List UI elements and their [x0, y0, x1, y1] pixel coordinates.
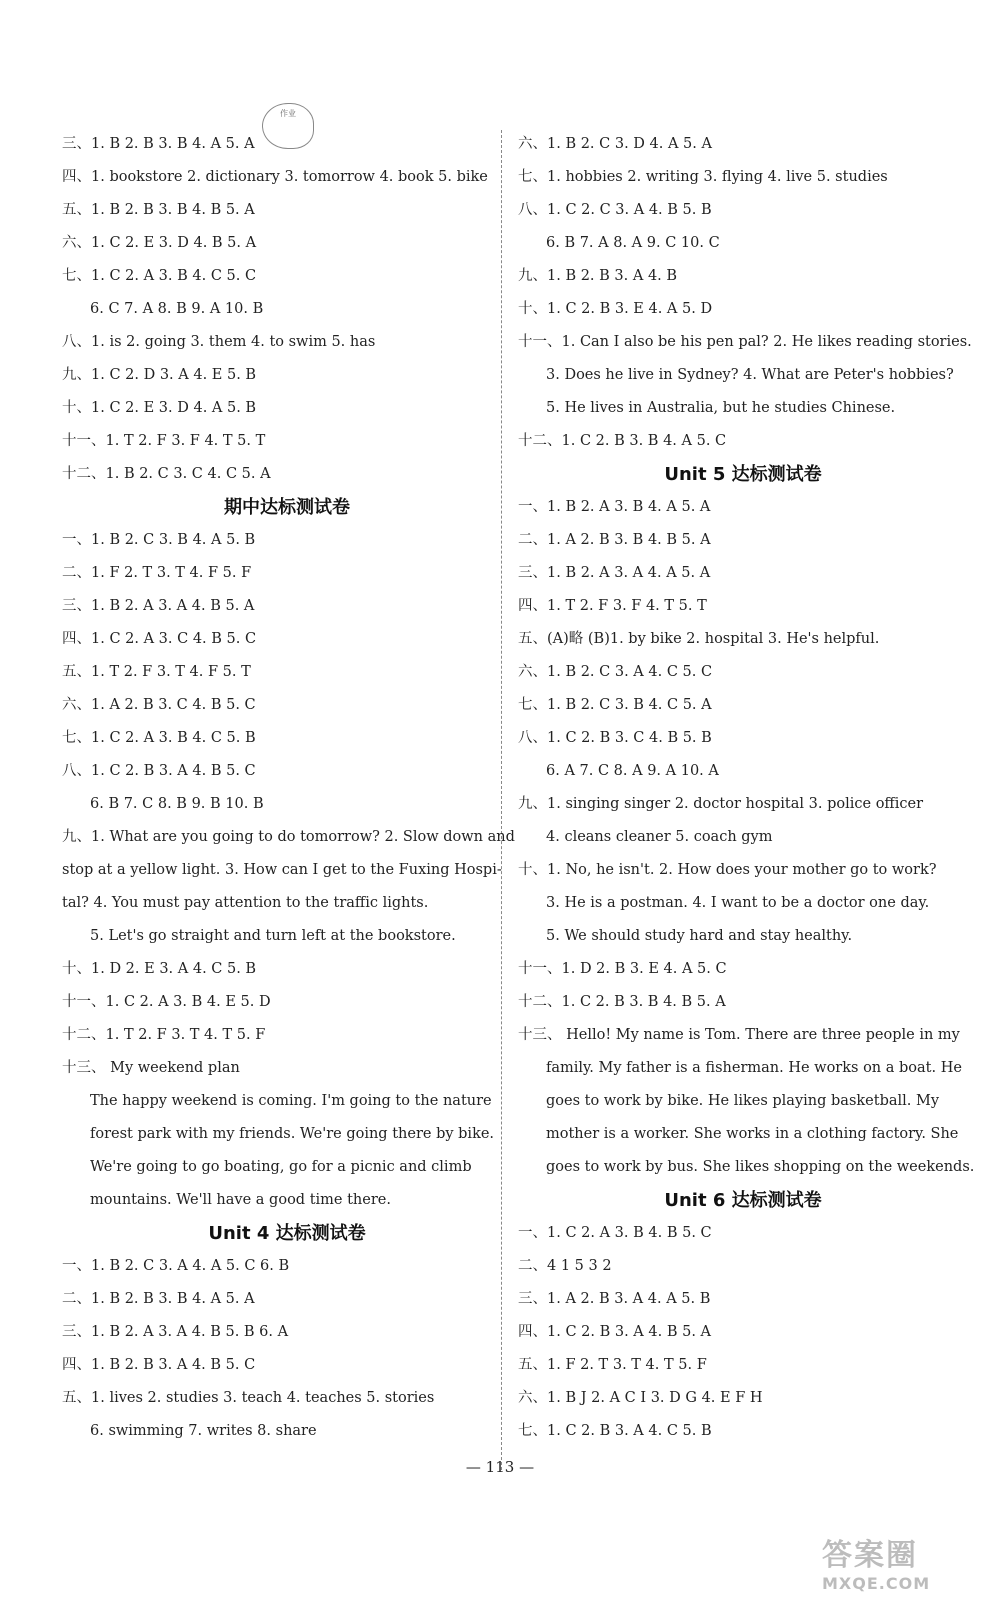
section-heading: Unit 5 达标测试卷: [664, 464, 822, 485]
answer-line: 二、4 1 5 3 2: [518, 1258, 612, 1274]
answer-line: 十二、1. C 2. B 3. B 4. A 5. C: [518, 433, 727, 449]
answer-line: 一、1. B 2. C 3. A 4. A 5. C 6. B: [62, 1258, 290, 1274]
section-heading: Unit 6 达标测试卷: [664, 1190, 822, 1211]
answer-line: 4. cleans cleaner 5. coach gym: [546, 829, 773, 845]
answer-line: 七、1. hobbies 2. writing 3. flying 4. live 5. studies: [518, 169, 888, 185]
answer-line: 十一、1. T 2. F 3. F 4. T 5. T: [62, 433, 266, 449]
answer-line: 三、1. B 2. A 3. A 4. A 5. A: [518, 565, 711, 581]
answer-line: tal? 4. You must pay attention to the traffic lights.: [62, 895, 429, 911]
answer-line: 六、1. B 2. C 3. D 4. A 5. A: [518, 136, 712, 152]
answer-line: 6. A 7. C 8. A 9. A 10. A: [546, 763, 719, 779]
answer-line: 九、1. C 2. D 3. A 4. E 5. B: [62, 367, 257, 383]
answer-line: 六、1. A 2. B 3. C 4. B 5. C: [62, 697, 256, 713]
answer-line: 一、1. B 2. A 3. B 4. A 5. A: [518, 499, 711, 515]
answer-line: 八、1. C 2. B 3. C 4. B 5. B: [518, 730, 712, 746]
answer-line: 三、1. B 2. A 3. A 4. B 5. A: [62, 598, 255, 614]
answer-line: 四、1. B 2. B 3. A 4. B 5. C: [62, 1357, 256, 1373]
section-heading: 期中达标测试卷: [224, 497, 350, 518]
page-number: — 113 —: [465, 1458, 535, 1476]
answer-line: 六、1. B 2. C 3. A 4. C 5. C: [518, 664, 713, 680]
answer-line: 四、1. C 2. A 3. C 4. B 5. C: [62, 631, 257, 647]
answer-line: 十、1. D 2. E 3. A 4. C 5. B: [62, 961, 257, 977]
answer-line: 七、1. C 2. A 3. B 4. C 5. B: [62, 730, 256, 746]
answer-line: 五、1. F 2. T 3. T 4. T 5. F: [518, 1357, 707, 1373]
answer-line: forest park with my friends. We're going there by bike.: [90, 1126, 495, 1142]
answer-line: 五、1. T 2. F 3. T 4. F 5. T: [62, 664, 251, 680]
answer-line: 六、1. B J 2. A C I 3. D G 4. E F H: [518, 1390, 763, 1406]
answer-line: The happy weekend is coming. I'm going to the nature: [90, 1093, 492, 1109]
answer-line: 十、1. No, he isn't. 2. How does your mother go to work?: [518, 862, 937, 878]
answer-line: 八、1. C 2. B 3. A 4. B 5. C: [62, 763, 256, 779]
answer-line: 6. B 7. A 8. A 9. C 10. C: [546, 235, 720, 251]
answer-line: 十、1. C 2. E 3. D 4. A 5. B: [62, 400, 257, 416]
answer-line: 五、(A)略 (B)1. by bike 2. hospital 3. He's helpful.: [518, 631, 880, 647]
answer-line: 5. We should study hard and stay healthy.: [546, 928, 853, 944]
answer-line: 十一、1. Can I also be his pen pal? 2. He likes reading stories.: [518, 334, 972, 350]
answer-line: 十二、1. C 2. B 3. B 4. B 5. A: [518, 994, 726, 1010]
watermark-logo: [822, 1530, 982, 1593]
answer-line: 三、1. A 2. B 3. A 4. A 5. B: [518, 1291, 711, 1307]
answer-line: 二、1. A 2. B 3. B 4. B 5. A: [518, 532, 711, 548]
answer-line: 八、1. is 2. going 3. them 4. to swim 5. has: [62, 334, 376, 350]
left-column: [62, 128, 515, 1448]
answer-line: stop at a yellow light. 3. How can I get to the Fuxing Hospi-: [62, 862, 502, 878]
answer-line: 十一、1. D 2. B 3. E 4. A 5. C: [518, 961, 727, 977]
answer-line: 五、1. lives 2. studies 3. teach 4. teaches 5. stories: [62, 1390, 435, 1406]
answer-line: 十二、1. B 2. C 3. C 4. C 5. A: [62, 466, 271, 482]
section-heading: Unit 4 达标测试卷: [208, 1223, 366, 1244]
answer-line: 四、1. T 2. F 3. F 4. T 5. T: [518, 598, 707, 614]
answer-line: 九、1. What are you going to do tomorrow? 2. Slow down and: [62, 829, 515, 845]
answer-line: goes to work by bike. He likes playing basketball. My: [546, 1093, 940, 1109]
answer-line: 十一、1. C 2. A 3. B 4. E 5. D: [62, 994, 271, 1010]
answer-line: 九、1. B 2. B 3. A 4. B: [518, 268, 678, 284]
answer-line: 十、1. C 2. B 3. E 4. A 5. D: [518, 301, 713, 317]
watermark-top: 答案圈: [822, 1538, 918, 1573]
stamp-logo: 作业: [262, 103, 314, 149]
answer-line: 四、1. C 2. B 3. A 4. B 5. A: [518, 1324, 712, 1340]
answer-line: 一、1. B 2. C 3. B 4. A 5. B: [62, 532, 256, 548]
answer-line: 十三、 Hello! My name is Tom. There are three people in my: [518, 1027, 960, 1043]
answer-line: 七、1. C 2. A 3. B 4. C 5. C: [62, 268, 257, 284]
answer-line: 七、1. B 2. C 3. B 4. C 5. A: [518, 697, 712, 713]
answer-line: 九、1. singing singer 2. doctor hospital 3. police officer: [518, 796, 923, 812]
right-column: [518, 128, 975, 1448]
answer-line: 5. Let's go straight and turn left at the bookstore.: [90, 928, 456, 944]
answer-line: 6. C 7. A 8. B 9. A 10. B: [90, 301, 264, 317]
answer-line: 五、1. B 2. B 3. B 4. B 5. A: [62, 202, 255, 218]
answer-line: 三、1. B 2. B 3. B 4. A 5. A: [62, 136, 255, 152]
answer-line: 十二、1. T 2. F 3. T 4. T 5. F: [62, 1027, 266, 1043]
answer-line: 十三、 My weekend plan: [62, 1060, 240, 1076]
answer-line: We're going to go boating, go for a picnic and climb: [90, 1159, 472, 1175]
answer-line: 二、1. F 2. T 3. T 4. F 5. F: [62, 565, 252, 581]
answer-line: 6. swimming 7. writes 8. share: [90, 1423, 317, 1439]
answer-line: mother is a worker. She works in a clothing factory. She: [546, 1126, 959, 1142]
answer-line: 六、1. C 2. E 3. D 4. B 5. A: [62, 235, 257, 251]
answer-line: 七、1. C 2. B 3. A 4. C 5. B: [518, 1423, 712, 1439]
answer-line: 三、1. B 2. A 3. A 4. B 5. B 6. A: [62, 1324, 289, 1340]
answer-line: goes to work by bus. She likes shopping on the weekends.: [546, 1159, 975, 1175]
answer-line: 3. He is a postman. 4. I want to be a doctor one day.: [546, 895, 930, 911]
answer-line: 6. B 7. C 8. B 9. B 10. B: [90, 796, 264, 812]
watermark-bottom: MXQE.COM: [822, 1574, 931, 1593]
answer-line: family. My father is a fisherman. He works on a boat. He: [546, 1060, 962, 1076]
answer-line: 八、1. C 2. C 3. A 4. B 5. B: [518, 202, 712, 218]
answer-line: 四、1. bookstore 2. dictionary 3. tomorrow 4. book 5. bike: [62, 169, 488, 185]
answer-line: 一、1. C 2. A 3. B 4. B 5. C: [518, 1225, 712, 1241]
answer-line: 3. Does he live in Sydney? 4. What are Peter's hobbies?: [546, 367, 954, 383]
answer-line: 5. He lives in Australia, but he studies Chinese.: [546, 400, 896, 416]
answer-line: mountains. We'll have a good time there.: [90, 1192, 391, 1208]
answer-line: 二、1. B 2. B 3. B 4. A 5. A: [62, 1291, 255, 1307]
